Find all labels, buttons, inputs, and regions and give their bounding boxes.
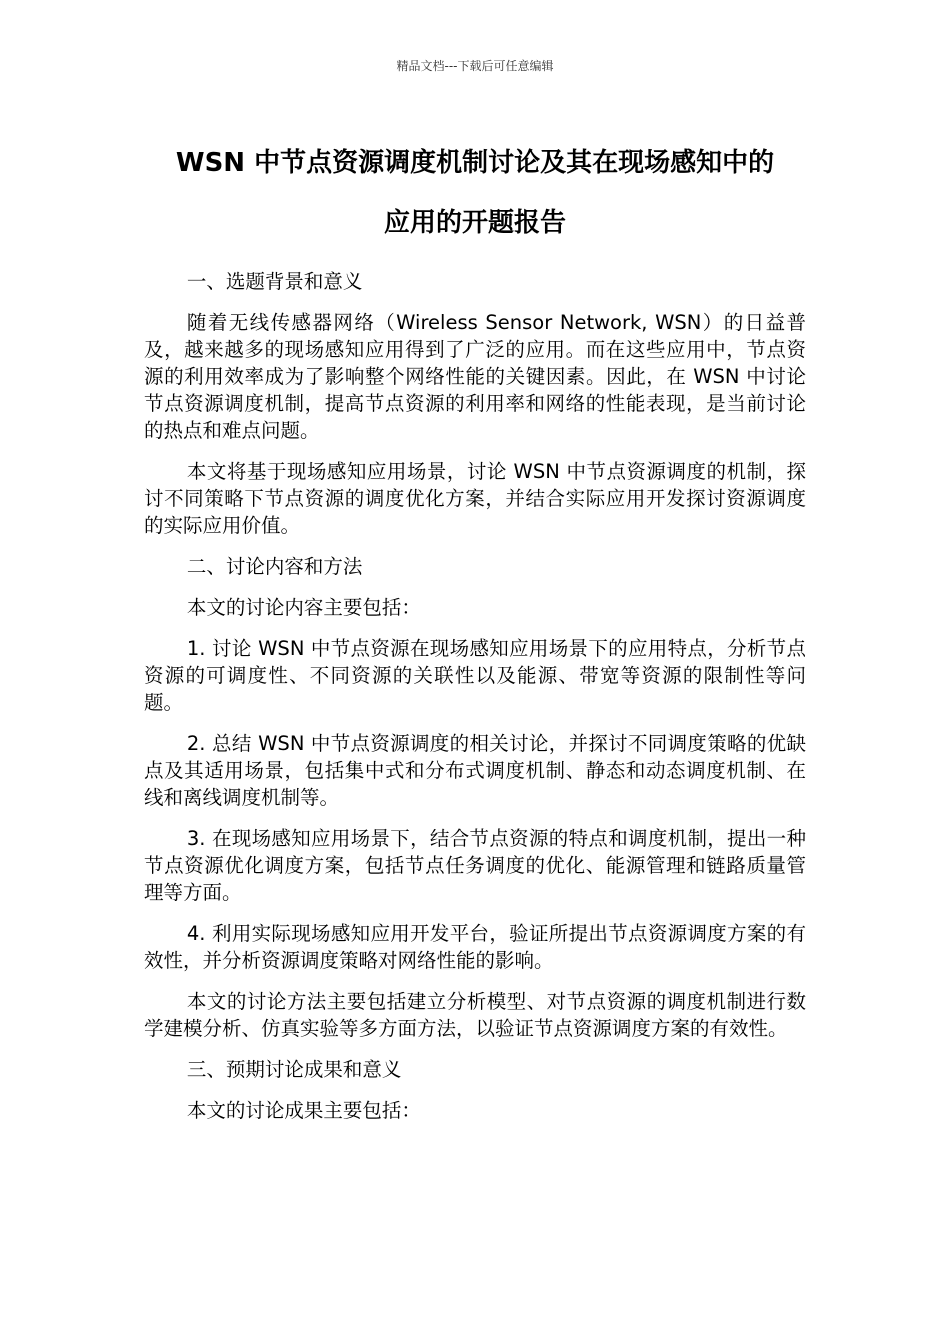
- list-item-content-4: 4. 利用实际现场感知应用开发平台，验证所提出节点资源调度方案的有效性，并分析资源调度策略对网络性能的影响。: [144, 922, 806, 972]
- section-heading-expected-results: 三、预期讨论成果和意义: [186, 1058, 402, 1081]
- list-item-content-2: 2. 总结 WSN 中节点资源调度的相关讨论，并探讨不同调度策略的优缺点及其适用场景，包括集中式和分布式调度机制、静态和动态调度机制、在线和离线调度机制等。: [144, 732, 806, 809]
- document-body: [144, 268, 806, 1138]
- list-item-content-3: 3. 在现场感知应用场景下，结合节点资源的特点和调度机制，提出一种节点资源优化调度方案，包括节点任务调度的优化、能源管理和链路质量管理等方面。: [144, 827, 806, 904]
- paragraph-content-intro: 本文的讨论内容主要包括：: [186, 596, 421, 619]
- paragraph-background-2: 本文将基于现场感知应用场景，讨论 WSN 中节点资源调度的机制，探讨不同策略下节点资源的调度优化方案，并结合实际应用开发探讨资源调度的实际应用价值。: [144, 460, 806, 537]
- title-line-2: 应用的开题报告: [383, 208, 566, 238]
- title-line-1: WSN 中节点资源调度机制讨论及其在现场感知中的: [175, 148, 775, 178]
- document-title: [140, 133, 810, 253]
- page-header-note: 精品文档---下载后可任意编辑: [396, 59, 554, 73]
- paragraph-results-intro: 本文的讨论成果主要包括：: [186, 1099, 421, 1122]
- section-heading-background: 一、选题背景和意义: [186, 270, 363, 293]
- section-heading-content-methods: 二、讨论内容和方法: [186, 555, 363, 578]
- list-item-content-1: 1. 讨论 WSN 中节点资源在现场感知应用场景下的应用特点，分析节点资源的可调度性、不同资源的关联性以及能源、带宽等资源的限制性等问题。: [144, 637, 806, 714]
- paragraph-methods: 本文的讨论方法主要包括建立分析模型、对节点资源的调度机制进行数学建模分析、仿真实验等多方面方法，以验证节点资源调度方案的有效性。: [144, 990, 806, 1040]
- paragraph-background-1: 随着无线传感器网络（Wireless Sensor Network, WSN）的日益普及，越来越多的现场感知应用得到了广泛的应用。而在这些应用中，节点资源的利用效率成为了影响整个网络性能的关键因素。因此，在 WSN 中讨论节点资源调度机制，提高节点资源的利用率和网络的性能表现，是当前讨论的热点和难点问题。: [144, 311, 806, 442]
